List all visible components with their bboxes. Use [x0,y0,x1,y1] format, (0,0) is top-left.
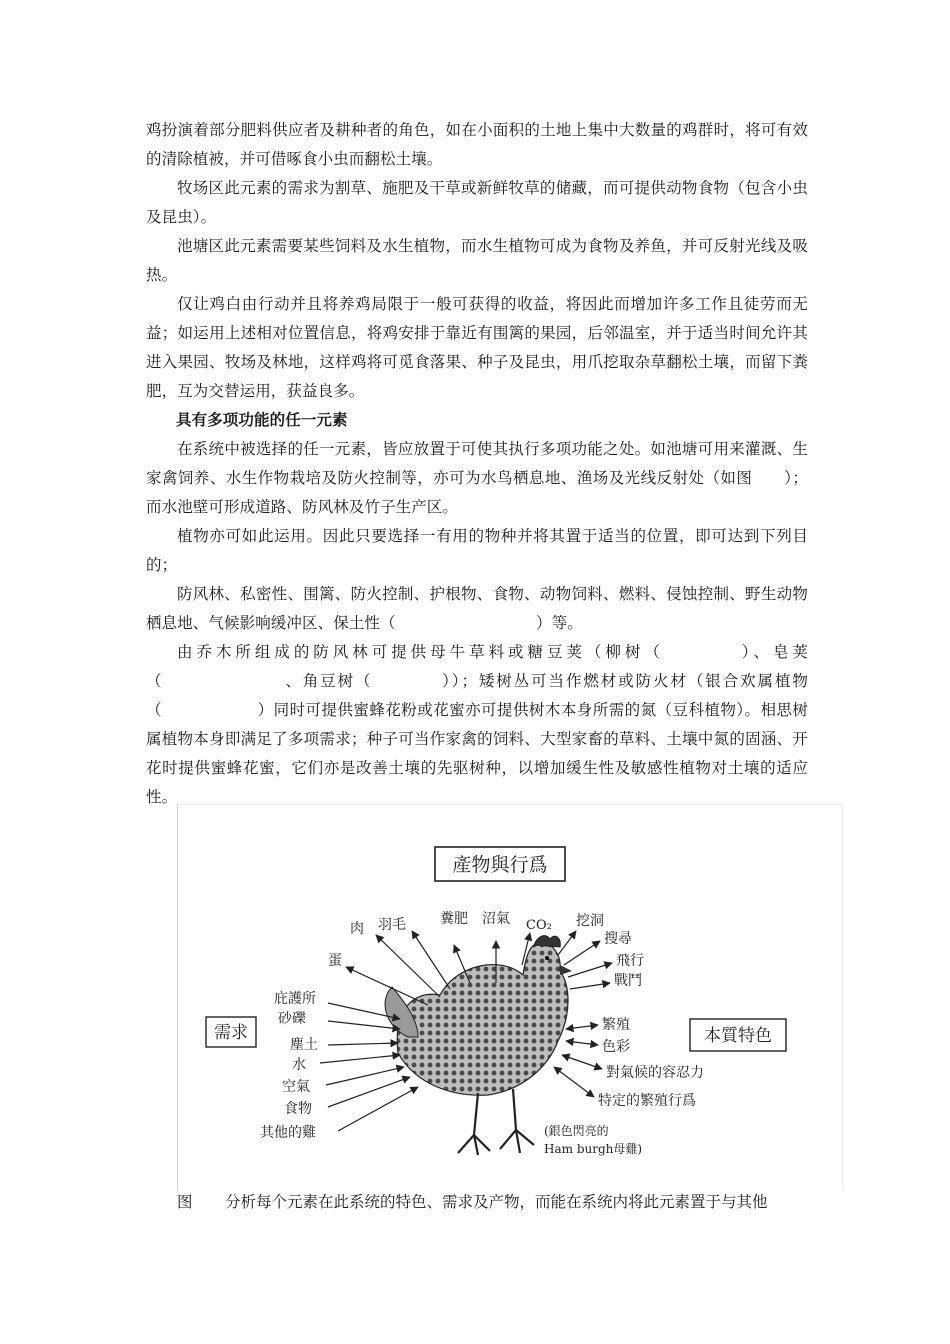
paragraph: 在系统中被选择的任一元素，皆应放置于可使其执行多项功能之处。如池塘可用来灌溉、生家禽饲养、水生作物栽培及防火控制等，亦可为水鸟栖息地、渔场及光线反射处（如图 ）；而水池壁可形成道路、防风林及竹子生产区。 [146,440,808,516]
need-label: 塵土 [290,1037,318,1053]
trait-arrows [554,1025,602,1097]
diagram-svg [178,805,842,1191]
paragraph: 植物亦可如此运用。因此只要选择一有用的物种并将其置于适当的位置，即可达到下列目的； [146,527,808,574]
paragraph: 仅让鸡白由行动并且将养鸡局限于一般可获得的收益，将因此而增加许多工作且徒劳而无益；如运用上述相对位置信息，将鸡安排于靠近有围篱的果园，后邻温室，并于适当时间允许其进入果园、牧场及林地，这样鸡将可觅食落果、种子及昆虫，用爪挖取杂草翻松土壤，而留下粪肥，互为交替运用，获益良多。 [146,295,808,400]
paragraph: 鸡扮演着部分肥料供应者及耕种者的角色，如在小面积的土地上集中大数量的鸡群时，将可有效的清除植被，并可借啄食小虫而翻松土壤。 [146,121,808,168]
trait-label: 繁殖 [602,1017,630,1033]
product-label: CO₂ [526,918,552,933]
product-label: 沼氣 [482,911,510,927]
product-label: 肉 [350,921,364,937]
behavior-label: 飛行 [616,953,644,969]
trait-label: 特定的繁殖行爲 [598,1093,696,1109]
behavior-label: 挖洞 [576,913,604,929]
needs-box-label: 需求 [214,1023,248,1043]
product-label: 糞肥 [440,911,468,927]
breed-note: Ham burgh母雞) [544,1142,643,1156]
paragraph: 防风林、私密性、围篱、防火控制、护根物、食物、动物饲料、燃料、侵蚀控制、野生动物栖息地、气候影响缓冲区、保土性（ ）等。 [146,585,808,632]
chicken-diagram [177,804,843,1191]
paragraph: 池塘区此元素需要某些饲料及水生植物，而水生植物可成为食物及养鱼，并可反射光线及吸热。 [146,237,808,284]
need-label: 庇護所 [274,991,316,1007]
product-label: 蛋 [328,953,342,969]
product-label: 羽毛 [378,917,406,933]
diagram-title: 產物與行爲 [452,854,548,876]
trait-labels [598,1016,704,1109]
need-label: 其他的雞 [260,1125,316,1141]
chicken-illustration [385,936,572,1155]
need-label: 砂礫 [278,1011,306,1027]
need-label: 水 [292,1057,306,1073]
trait-label: 對氣候的容忍力 [606,1065,704,1081]
behavior-label: 戰鬥 [614,973,642,989]
behavior-label: 搜尋 [604,931,632,947]
section-heading: 具有多项功能的任一元素 [176,411,348,429]
breed-note: (銀色閃亮的 [544,1124,609,1138]
figure-caption [177,1188,817,1217]
caption-text: 分析每个元素在此系统的特色、需求及产物，而能在系统内将此元素置于与其他 [225,1193,768,1211]
trait-label: 色彩 [602,1039,630,1055]
caption-label: 图 [177,1193,193,1211]
body-text [146,116,808,812]
paragraph: 由乔木所组成的防风林可提供母牛草料或糖豆荚（柳树（ ）、皂荚（ 、角豆树（ ））；矮树丛可当作燃材或防火材（银合欢属植物（ ）同时可提供蜜蜂花粉或花蜜亦可提供树木本身所需的氮（豆科植物）。相思树属植物本身即满足了多项需求；种子可当作家禽的饲料、大型家畜的草料、土壤中氮的固涵、开花时提供蜜蜂花蜜，它们亦是改善土壤的先驱树种，以增加缓生性及敏感性植物对土壤的适应性。 [146,643,808,806]
need-label: 空氣 [282,1079,310,1095]
need-labels [260,990,318,1141]
paragraph: 牧场区此元素的需求为割草、施肥及干草或新鲜牧草的储藏，而可提供动物食物（包含小虫及昆虫）。 [146,179,808,226]
traits-box-label: 本質特色 [704,1026,772,1046]
need-label: 食物 [284,1101,312,1117]
